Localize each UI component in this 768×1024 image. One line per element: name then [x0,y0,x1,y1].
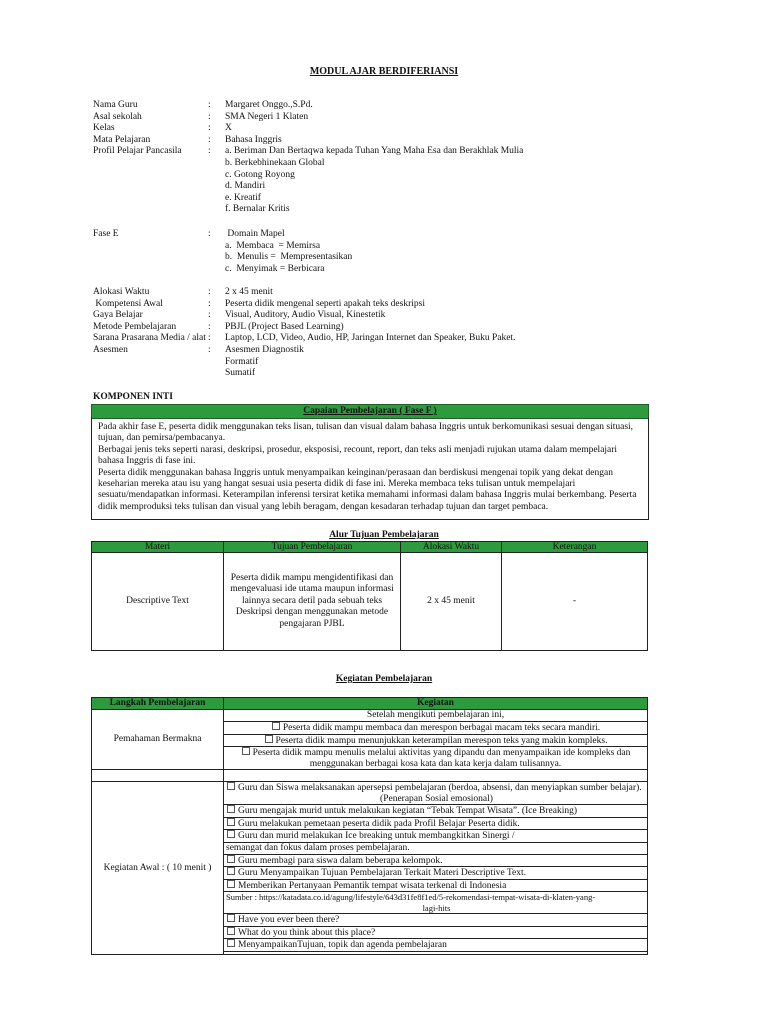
cell-pemahaman-label: Pemahaman Bermakna [92,710,224,770]
cell-awal-source: Sumber : https://katadata.co.id/agung/lifestyle/643d31fe8f1ed/5-rekomendasi-tempat-wisata-di-klaten-yang- lagi-hits [224,892,648,914]
profil-item: b. Berkebhinekaan Global [225,157,325,168]
cell-awal-step: Memberikan Pertanyaan Pemantik tempat wisata terkenal di Indonesia [224,879,648,892]
cell-awal-step: Have you ever been there? [224,914,648,927]
info-row-gaya: Gaya Belajar : Visual, Auditory, Audio Visual, Kinestetik [93,310,386,321]
profil-item: e. Kreatif [225,192,261,203]
profil-item: c. Gotong Royong [225,169,295,180]
cell-keterangan: - [502,553,648,651]
fase-info [93,229,653,275]
checkbox-icon [265,735,273,743]
identity-info [93,100,653,216]
info-row-profil: Profil Pelajar Pancasila : a. Beriman Dan Bertaqwa kepada Tuhan Yang Maha Esa dan Berakhlak Mulia [93,146,524,157]
cell-awal-label: Kegiatan Awal : ( 10 menit ) [92,782,224,955]
kegiatan-title: Kegiatan Pembelajaran [335,674,433,684]
table-row [92,782,648,805]
cell-tujuan: Peserta didik mampu mengidentifikasi dan mengevaluasi ide utama maupun informasi lainnya secara detil pada sebuah teks Deskripsi dengan menggunakan metode pengajaran PJBL [224,553,401,651]
col-header: Langkah Pembelajaran [92,698,224,710]
asesmen-item: Sumatif [225,368,256,379]
info-row-alokasi: Alokasi Waktu : 2 x 45 menit [93,287,273,297]
cell-materi: Descriptive Text [92,553,224,651]
cell-awal-step: Guru dan murid melakukan Ice breaking untuk membangkitkan Sinergi / [224,830,648,843]
atp-table [91,541,648,651]
capaian-body: Pada akhir fase E, peserta didik menggunakan teks lisan, tulisan dan visual dalam bahasa Inggris untuk berkomunikasi sesuai dengan situasi, tujuan, dan pemirsa/pembacanya. Berbagai jenis teks seperti narasi, deskripsi, prosedur, eksposisi, recount, report, dan teks asli menjadi rujukan utama dalam mempelajari bahasa Inggris di fase ini. Peserta didik menggunakan bahasa Inggris untuk menyampaikan keinginan/perasaan dan berdiskusi mengenai topik yang dekat dengan keseharian mereka atau isu yang hangat sesuai usia peserta didik di fase ini. Mereka membaca teks tulisan untuk mempelajari sesuatu/mendapatkan informasi. Keterampilan inferensi tersirat ketika memahami informasi dalam bahasa Inggris mulai berkembang. Peserta didik memproduksi teks tulisan dan visual yang lebih beragam, dengan kesadaran terhadap tujuan dan target pembaca. [91,418,649,520]
fase-item: a. Membaca = Memirsa [225,240,321,251]
cell-pemahaman-intro: Setelah mengikuti pembelajaran ini, [224,710,648,722]
info-row-sekolah: Asal sekolah : SMA Negeri 1 Klaten [93,111,309,122]
komponen-inti-heading: KOMPONEN INTI [93,392,173,402]
learning-info [93,287,653,380]
cell-awal-step: MenyampaikanTujuan, topik dan agenda pembelajaran [224,939,648,952]
info-row-asesmen: Asesmen : Asesmen Diagnostik [93,344,304,355]
kegiatan-table [91,697,648,955]
info-row-kelas: Kelas : X [93,123,232,134]
fase-item: c. Menyimak = Berbicara [225,263,325,274]
cell-awal-step: Guru Menyampaikan Tujuan Pembelajaran Terkait Materi Descriptive Text. [224,867,648,880]
col-header: Keterangan [502,542,648,553]
checkbox-icon [227,818,235,826]
checkbox-icon [227,805,235,813]
cell-pemahaman-point: Peserta didik mampu menulis melalui aktivitas yang dipandu dan menyampaikan ide kompleks dan menggunakan berbagai kosa kata dan kata kerja dalam tulisannya. [224,747,648,770]
col-header: Alokasi Waktu [401,542,502,553]
document-title: MODUL AJAR BERDIFERIANSI [309,66,459,77]
checkbox-icon [227,867,235,875]
cell-awal-step: Guru dan Siswa melaksanakan apersepsi pembelajaran (berdoa, absensi, dan menyiapkan sumber belajar). (Penerapan Sosial emosional) [224,782,648,805]
checkbox-icon [272,722,280,730]
cell-awal-step: semangat dan fokus dalam proses pembelajaran. [224,842,648,854]
checkbox-icon [227,880,235,888]
cell-alokasi: 2 x 45 menit [401,553,502,651]
checkbox-icon [227,939,235,947]
checkbox-icon [227,927,235,935]
table-header-row [92,698,648,710]
checkbox-icon [227,782,235,790]
profil-item: f. Bernalar Kritis [225,204,290,215]
info-row-nama: Nama Guru : Margaret Onggo.,S.Pd. [93,100,313,110]
asesmen-item: Formatif [225,356,259,367]
table-row [92,553,648,651]
atp-title: Alur Tujuan Pembelajaran [329,530,439,540]
cell-awal-step: What do you think about this place? [224,926,648,939]
spacer-row [92,770,648,782]
info-row-mapel: Mata Pelajaran : Bahasa Inggris [93,134,282,145]
checkbox-icon [227,914,235,922]
col-header: Tujuan Pembelajaran [224,542,401,553]
checkbox-icon [242,747,250,755]
profil-item: d. Mandiri [225,181,266,192]
cell-pemahaman-point: Peserta didik mampu membaca dan merespon berbagai macam teks secara mandiri. [224,722,648,735]
capaian-header: Capaian Pembelajaran ( Fase F ) [91,404,649,419]
checkbox-icon [227,855,235,863]
fase-item: b. Menulis = Mempresentasikan [225,252,353,263]
cell-awal-step: Guru mengajak murid untuk melakukan kegiatan “Tebak Tempat Wisata”. (Ice Breaking) [224,805,648,818]
checkbox-icon [227,830,235,838]
cell-awal-step: Guru membagi para siswa dalam beberapa kelompok. [224,854,648,867]
table-row [92,710,648,722]
col-header: Materi [92,542,224,553]
cell-pemahaman-point: Peserta didik mampu menunjukkan keterampilan merespon teks yang makin kompleks. [224,734,648,747]
info-row-fase: Fase E : Domain Mapel [93,229,285,239]
col-header: Kegiatan [224,698,648,710]
table-header-row [92,542,648,553]
info-row-sarana: Sarana Prasarana Media / alat : Laptop, LCD, Video, Audio, HP, Jaringan Internet dan Speaker, Buku Paket. [93,333,516,344]
info-row-metode: Metode Pembelajaran : PBJL (Project Based Learning) [93,321,344,332]
info-row-kompetensi: Kompetensi Awal : Peserta didik mengenal seperti apakah teks deskripsi [93,298,425,309]
cell-awal-step: Guru melakukan pemetaan peserta didik pada Profil Belajar Peserta didik. [224,817,648,830]
